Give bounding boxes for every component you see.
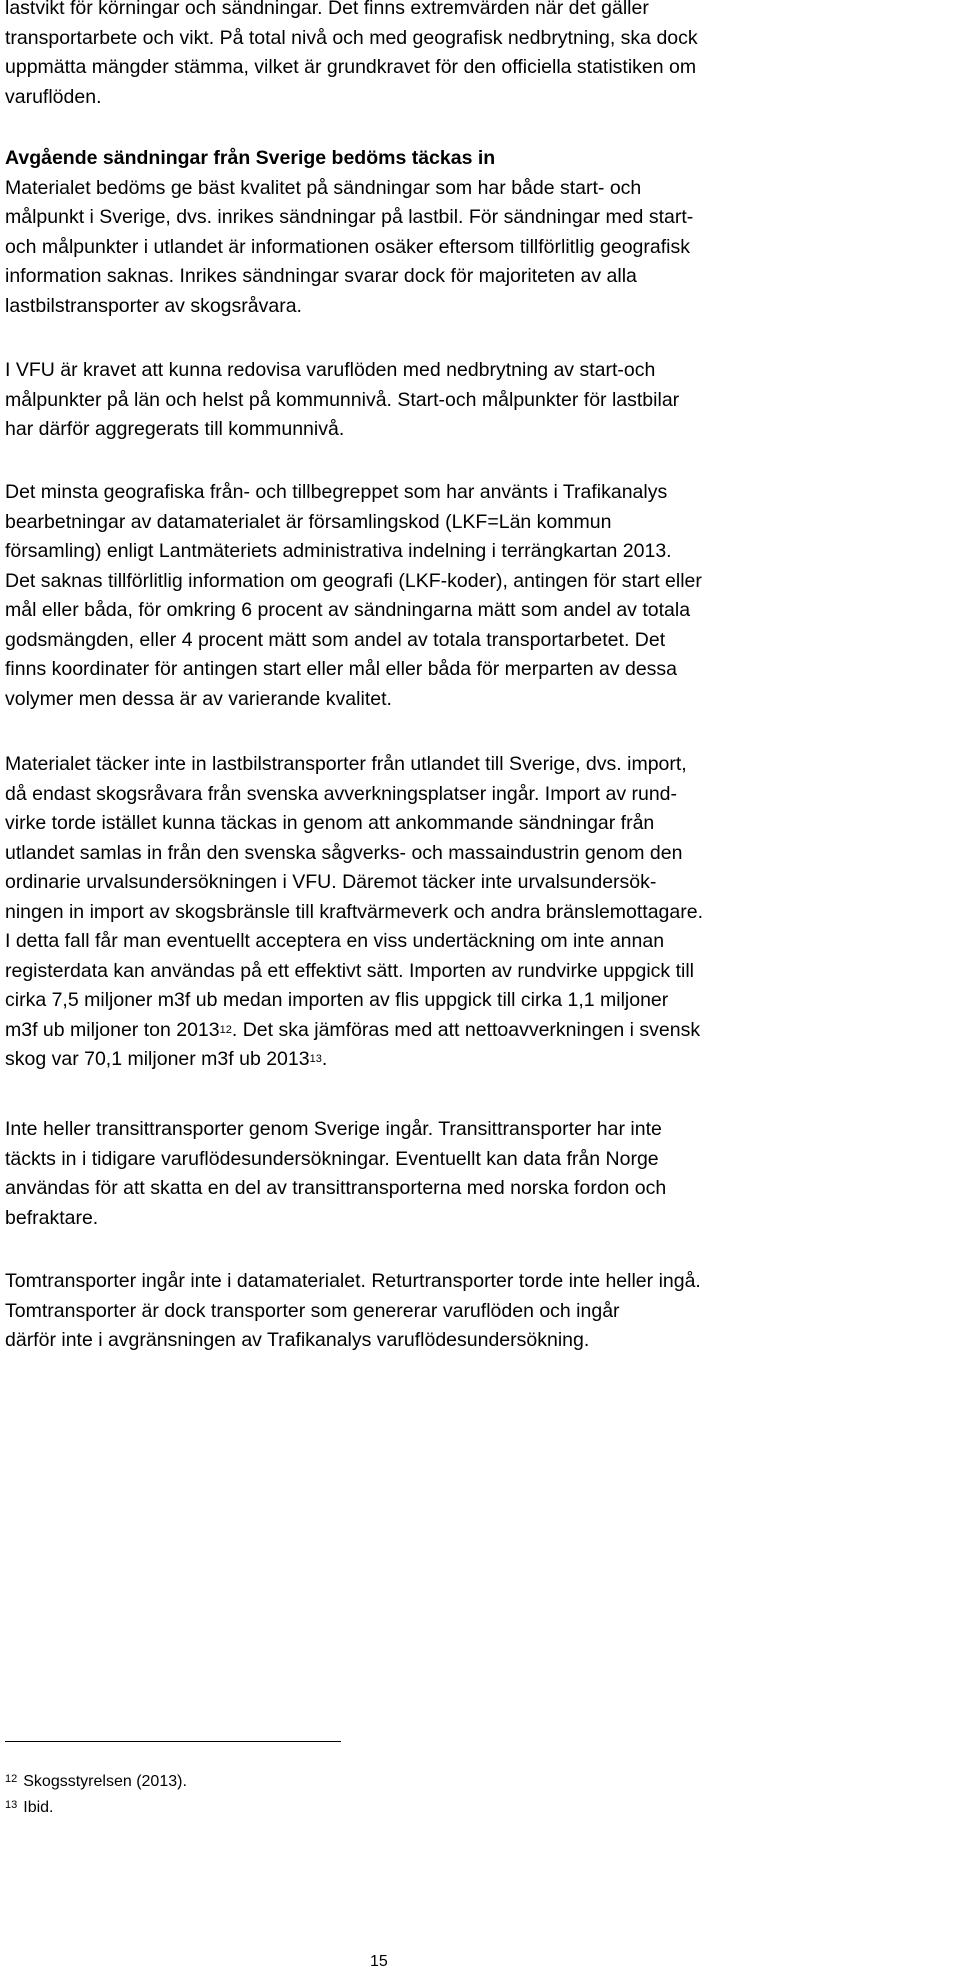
text-line-with-footnote: [5, 1045, 957, 1075]
section-heading: Avgående sändningar från Sverige bedöms täckas in: [5, 147, 496, 169]
footnote-13: [5, 1797, 54, 1819]
footnote-text: Skogsstyrelsen (2013).: [23, 1773, 187, 1790]
text-line: bearbetningar av datamaterialet är församlingskod (LKF=Län kommun: [5, 510, 612, 533]
text-line: uppmätta mängder stämma, vilket är grundkravet för den officiella statistiken om: [5, 56, 697, 78]
text-line: volymer men dessa är av varierande kvalitet.: [5, 687, 392, 710]
text-line: Det saknas tillförlitlig information om geografi (LKF-koder), antingen för start eller: [5, 569, 702, 592]
text-line: cirka 7,5 miljoner m3f ub medan importen av flis uppgick till cirka 1,1 miljoner: [5, 989, 669, 1011]
text-line: målpunkter på län och helst på kommunnivå. Start-och målpunkter för lastbilar: [5, 388, 680, 411]
text-line: Materialet bedöms ge bäst kvalitet på sändningar som har både start- och: [5, 176, 642, 199]
footnote-number: 13: [5, 1799, 18, 1811]
footnote-ref-13[interactable]: 13: [309, 1053, 322, 1065]
footnote-12: [5, 1771, 187, 1793]
text-line: då endast skogsråvara från svenska avverkningsplatser ingår. Import av rund-: [5, 782, 678, 805]
text-line: godsmängden, eller 4 procent mätt som andel av totala transportarbetet. Det: [5, 628, 666, 651]
text-line: varuflöden.: [5, 85, 102, 108]
footnote-number: 12: [5, 1773, 18, 1785]
text-line: täckts in i tidigare varuflödesundersökningar. Eventuellt kan data från Norge: [5, 1147, 659, 1170]
text-line: befraktare.: [5, 1206, 99, 1229]
text-line: utlandet samlas in från den svenska sågverks- och massaindustrin genom den: [5, 841, 683, 864]
text-line: information saknas. Inrikes sändningar svarar dock för majoriteten av alla: [5, 265, 637, 287]
text-segment: . Det ska jämföras med att nettoavverkningen i svensk: [231, 1018, 701, 1041]
text-line: Tomtransporter är dock transporter som genererar varuflöden och ingår: [5, 1299, 620, 1322]
text-line: I VFU är kravet att kunna redovisa varuflöden med nedbrytning av start-och: [5, 359, 656, 381]
text-line: Det minsta geografiska från- och tillbegreppet som har använts i Trafikanalys: [5, 481, 668, 503]
text-line: virke torde istället kunna täckas in genom att ankommande sändningar från: [5, 812, 655, 834]
text-line: har därför aggregerats till kommunnivå.: [5, 418, 345, 440]
text-line: målpunkt i Sverige, dvs. inrikes sändningar på lastbil. För sändningar med start-: [5, 206, 694, 228]
text-line: lastbilstransporter av skogsråvara.: [5, 294, 302, 317]
paragraph-intro-continuation: [5, 0, 957, 112]
footnote-ref-12[interactable]: 12: [219, 1023, 232, 1036]
text-line: ningen in import av skogsbränsle till kraftvärmeverk och andra bränslemottagare.: [5, 900, 704, 923]
text-line: lastvikt för körningar och sändningar. Det finns extremvärden när det gäller: [5, 0, 649, 19]
paragraph-import: [5, 750, 957, 1075]
page-number: 15: [370, 1953, 388, 1970]
text-line-with-footnote: [5, 1016, 957, 1046]
text-line: ordinarie urvalsundersökningen i VFU. Däremot täcker inte urvalsundersök-: [5, 871, 657, 893]
text-line: transportarbete och vikt. På total nivå och med geografisk nedbrytning, ska dock: [5, 26, 698, 49]
text-segment: m3f ub miljoner ton 2013: [5, 1018, 220, 1041]
text-line: och målpunkter i utlandet är informationen osäker eftersom tillförlitlig geografisk: [5, 235, 690, 258]
text-line: användas för att skatta en del av transittransporterna med norska fordon och: [5, 1177, 667, 1199]
paragraph-geography: [5, 478, 957, 714]
text-line: registerdata kan användas på ett effektivt sätt. Importen av rundvirke uppgick till: [5, 959, 695, 982]
text-line: mål eller båda, för omkring 6 procent av sändningarna mätt som andel av totala: [5, 599, 691, 621]
footnote-text: Ibid.: [23, 1799, 54, 1816]
text-line: finns koordinater för antingen start eller mål eller båda för merparten av dessa: [5, 658, 678, 680]
text-segment: skog var 70,1 miljoner m3f ub 2013: [5, 1048, 310, 1070]
paragraph-vfu-requirement: [5, 356, 957, 445]
text-line: församling) enligt Lantmäteriets administrativa indelning i terrängkartan 2013.: [5, 540, 672, 562]
footnote-separator: [5, 1741, 341, 1742]
text-line: Materialet täcker inte in lastbilstransporter från utlandet till Sverige, dvs. import,: [5, 753, 687, 775]
text-segment: .: [321, 1048, 328, 1070]
section-domestic-shipments: [5, 144, 957, 321]
paragraph-empty-transports: [5, 1267, 957, 1356]
text-line: Inte heller transittransporter genom Sverige ingår. Transittransporter har inte: [5, 1118, 662, 1140]
text-line: I detta fall får man eventuellt acceptera en viss undertäckning om inte annan: [5, 930, 665, 952]
text-line: därför inte i avgränsningen av Trafikanalys varuflödesundersökning.: [5, 1329, 590, 1351]
text-line: Tomtransporter ingår inte i datamaterialet. Returtransporter torde inte heller ingå.: [5, 1270, 701, 1292]
paragraph-transit: [5, 1115, 957, 1233]
